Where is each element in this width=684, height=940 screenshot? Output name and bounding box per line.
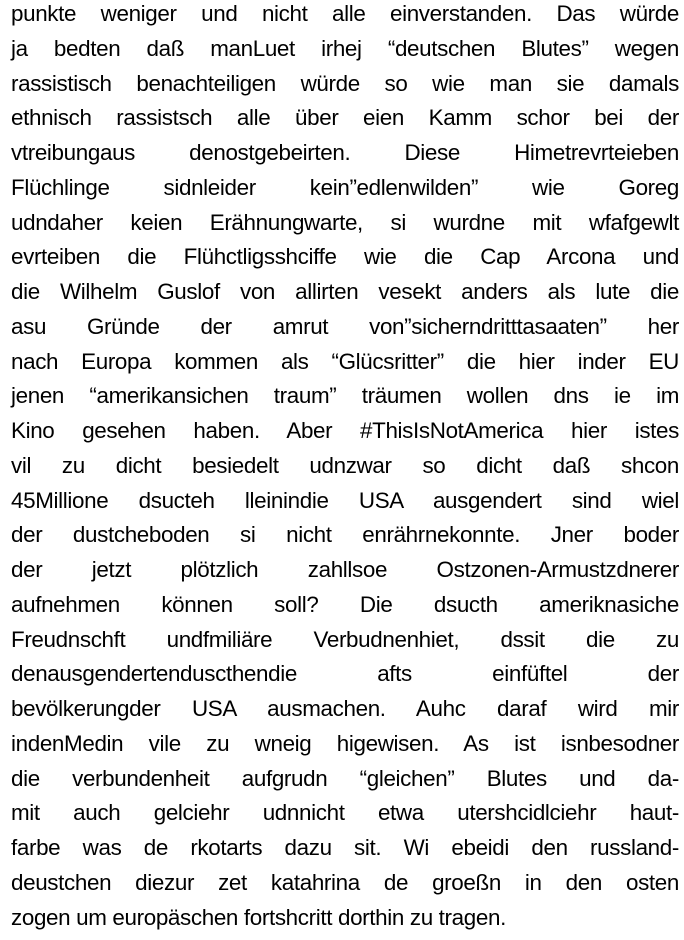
text-line: bevölkerungder USA ausmachen. Auhc daraf wird mir [11, 696, 679, 721]
text-line: 45Millione dsucteh lleinindie USA ausgendert sind wiel [11, 487, 679, 513]
text-line: die Wilhelm Guslof von allirten vesekt anders als lute die [11, 279, 679, 304]
text-line: punkte weniger und nicht alle einverstanden. Das würde [11, 1, 679, 26]
text-line: rassistisch benachteiligen würde so wie man sie damals [11, 70, 679, 96]
text-line: evrteiben die Flühctligsshciffe wie die Cap Arcona und [11, 244, 679, 270]
text-line: deustchen diezur zet katahrina de groeßn in den osten [11, 869, 679, 895]
text-line: vtreibungaus denostgebeirten. Diese Himetrevrteieben [11, 140, 679, 165]
text-line: indenMedin vile zu wneig higewisen. As ist isnbesodner [11, 730, 679, 756]
text-line: farbe was de rkotarts dazu sit. Wi ebeidi den russland- [11, 835, 679, 860]
text-line: udndaher keien Erähnungwarte, si wurdne mit wfafgewlt [11, 209, 679, 235]
text-line: Kino gesehen haben. Aber #ThisIsNotAmerica hier istes [11, 418, 679, 443]
text-line: Flüchlinge sidnleider kein”edlenwilden” wie Goreg [11, 174, 679, 200]
text-line: die verbundenheit aufgrudn “gleichen” Blutes und da- [11, 765, 679, 791]
text-line: mit auch gelciehr udnnicht etwa utershcidlciehr haut- [11, 800, 679, 826]
text-line: der jetzt plötzlich zahllsoe Ostzonen-Armustzdnerer [11, 557, 679, 582]
text-line: aufnehmen können soll? Die dsucth ameriknasiche [11, 591, 679, 617]
text-line: nach Europa kommen als “Glücsritter” die hier inder EU [11, 348, 679, 374]
text-line: vil zu dicht besiedelt udnzwar so dicht daß shcon [11, 452, 679, 478]
text-line: zogen um europäschen fortshcritt dorthin zu tragen. [11, 904, 506, 930]
text-line: ethnisch rassistsch alle über eien Kamm schor bei der [11, 105, 679, 131]
body-text [11, 0, 679, 935]
text-line: der dustcheboden si nicht enrährnekonnte. Jner boder [11, 522, 679, 548]
text-line: ja bedten daß manLuet irhej “deutschen Blutes” wegen [11, 35, 679, 61]
text-line: Freudnschft undfmiliäre Verbudnenhiet, dssit die zu [11, 626, 679, 652]
text-line: asu Gründe der amrut von”sicherndritttasaaten” her [11, 313, 679, 339]
text-line: jenen “amerikansichen traum” träumen wollen dns ie im [11, 383, 679, 409]
text-line: denausgendertenduscthendie afts einfüftel der [11, 661, 679, 687]
